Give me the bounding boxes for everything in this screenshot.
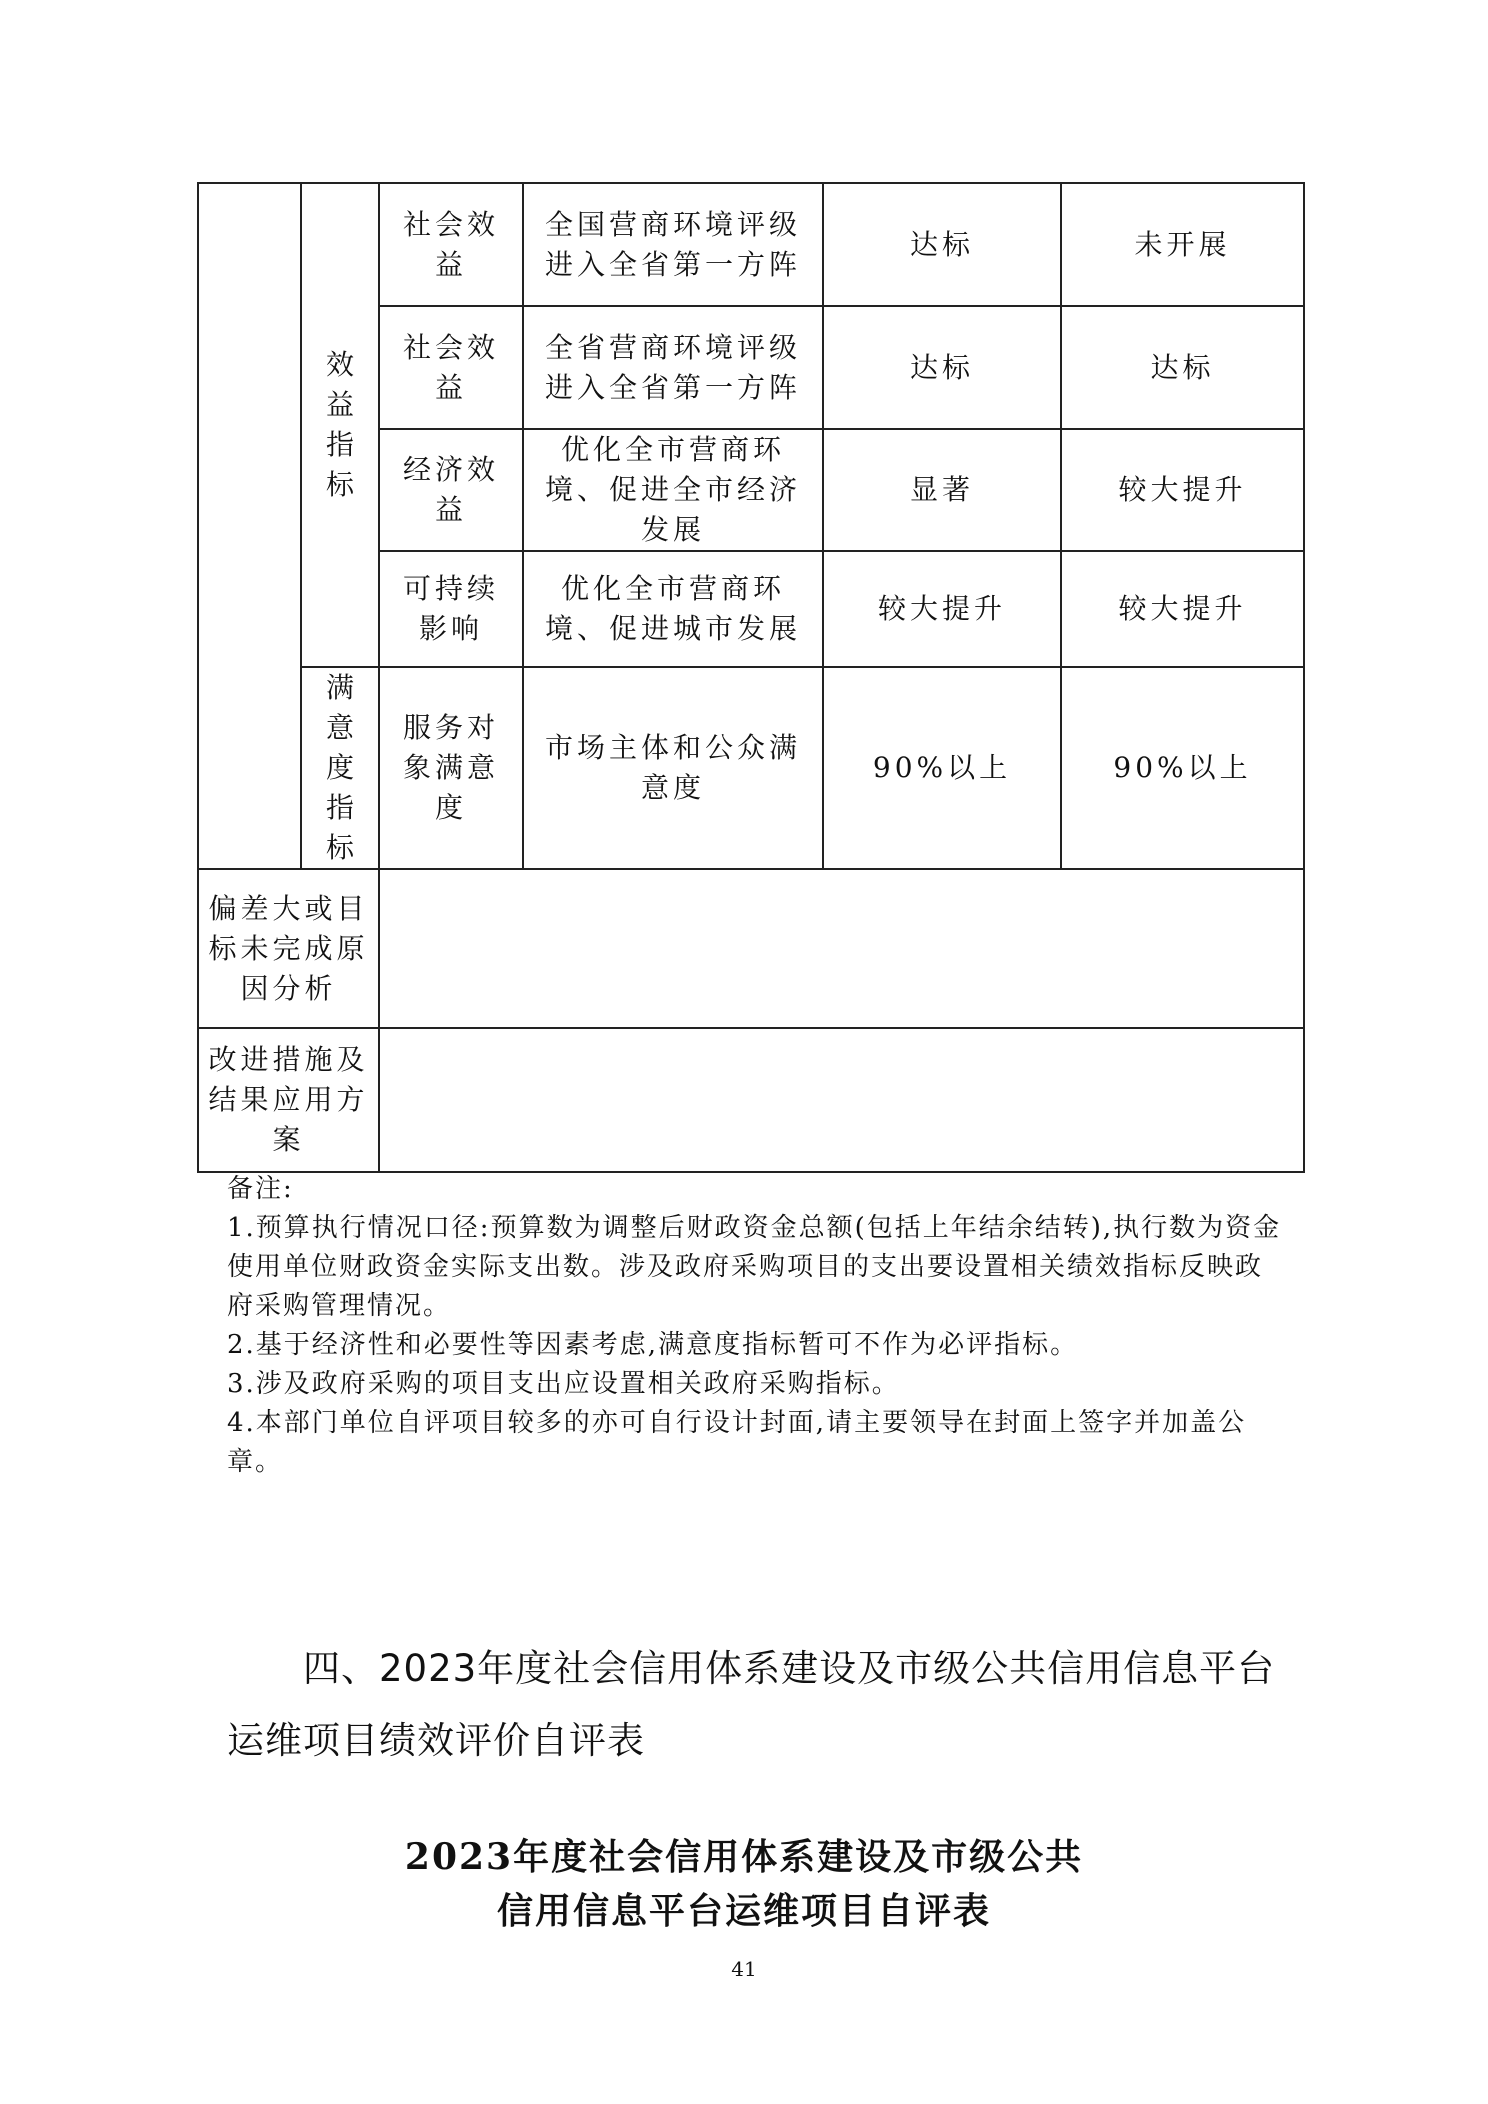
- group-cell-benefit: [301, 183, 379, 667]
- group-label-satisfaction: 满意度指标: [325, 671, 354, 864]
- table-row: [198, 667, 1304, 869]
- evaluation-table: [197, 182, 1305, 1173]
- table-title-line-1: 2023年度社会信用体系建设及市级公共: [404, 1836, 1084, 1878]
- actual-cell: 较大提升: [1061, 429, 1304, 551]
- actual-cell: 90%以上: [1061, 667, 1304, 869]
- notes-heading: 备注:: [227, 1174, 294, 1204]
- blank-first-column-cell: [198, 183, 301, 869]
- group-cell-satisfaction: [301, 667, 379, 869]
- target-cell: 较大提升: [823, 551, 1061, 667]
- improvement-label-cell: 改进措施及结果应用方案: [198, 1028, 379, 1172]
- target-cell: 90%以上: [823, 667, 1061, 869]
- target-cell: 达标: [823, 306, 1061, 429]
- page-number: 41: [731, 1957, 757, 1981]
- actual-cell: 未开展: [1061, 183, 1304, 306]
- note-item: 2.基于经济性和必要性等因素考虑,满意度指标暂可不作为必评指标。: [227, 1330, 1079, 1360]
- table-title: [0, 1830, 1488, 1938]
- indicator-cell: 可持续影响: [379, 551, 523, 667]
- improvement-value-cell: [379, 1028, 1304, 1172]
- content-cell: 优化全市营商环境、促进全市经济发展: [523, 429, 823, 551]
- indicator-cell: 社会效益: [379, 306, 523, 429]
- content-cell: 全国营商环境评级进入全省第一方阵: [523, 183, 823, 306]
- indicator-cell: 服务对象满意度: [379, 667, 523, 869]
- group-label-benefit: 效益指标: [325, 348, 354, 501]
- indicator-cell: 经济效益: [379, 429, 523, 551]
- note-item: 1.预算执行情况口径:预算数为调整后财政资金总额(包括上年结余结转),执行数为资金使用单位财政资金实际支出数。涉及政府采购项目的支出要设置相关绩效指标反映政府采购管理情况。: [227, 1213, 1282, 1321]
- indicator-cell: 社会效益: [379, 183, 523, 306]
- table-row: [198, 183, 1304, 306]
- actual-cell: 较大提升: [1061, 551, 1304, 667]
- content-cell: 市场主体和公众满意度: [523, 667, 823, 869]
- target-cell: 显著: [823, 429, 1061, 551]
- table-row-deviation: [198, 869, 1304, 1028]
- table-row-improvement: [198, 1028, 1304, 1172]
- deviation-label-cell: 偏差大或目标未完成原因分析: [198, 869, 379, 1028]
- actual-cell: 达标: [1061, 306, 1304, 429]
- content-cell: 优化全市营商环境、促进城市发展: [523, 551, 823, 667]
- section-heading: 四、2023年度社会信用体系建设及市级公共信用信息平台运维项目绩效评价自评表: [227, 1647, 1276, 1762]
- content-cell: 全省营商环境评级进入全省第一方阵: [523, 306, 823, 429]
- deviation-value-cell: [379, 869, 1304, 1028]
- note-item: 3.涉及政府采购的项目支出应设置相关政府采购指标。: [227, 1369, 900, 1399]
- target-cell: 达标: [823, 183, 1061, 306]
- table-title-line-2: 信用信息平台运维项目自评表: [496, 1890, 991, 1932]
- note-item: 4.本部门单位自评项目较多的亦可自行设计封面,请主要领导在封面上签字并加盖公章。: [227, 1408, 1247, 1477]
- notes-block: [227, 1170, 1287, 1482]
